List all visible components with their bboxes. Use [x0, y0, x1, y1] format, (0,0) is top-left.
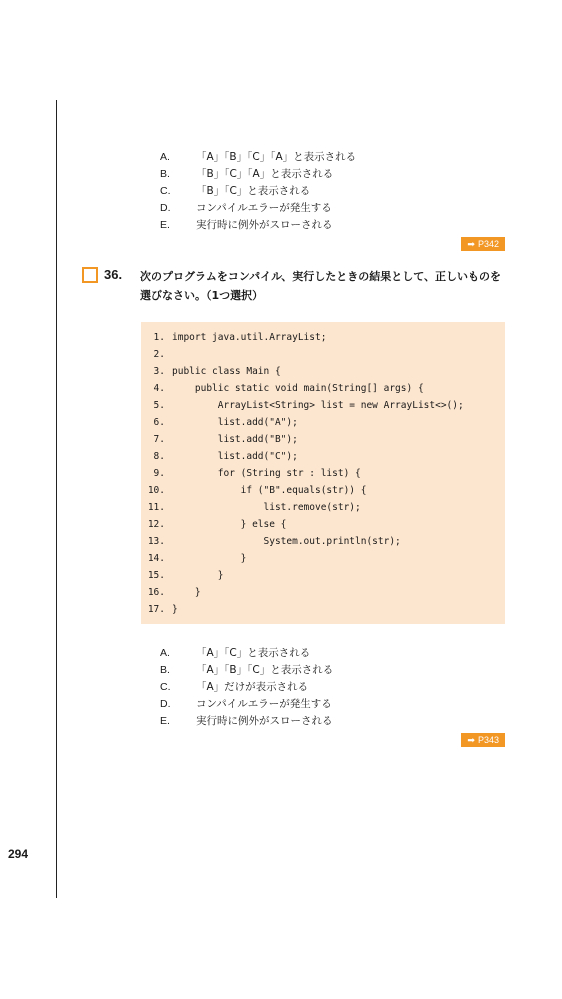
code-text: System.out.println(str); [172, 536, 401, 547]
code-text: list.remove(str); [172, 502, 361, 513]
right-arrow-icon: ➡ [467, 239, 475, 249]
line-number: 7. [153, 434, 165, 445]
line-number: 1. [153, 332, 165, 343]
line-number: 17. [147, 604, 165, 615]
code-block [141, 322, 505, 624]
choice-text: 「A」「C」と表示される [196, 647, 311, 659]
question-text: 次のプログラムをコンパイル、実行したときの結果として、正しいものを選びなさい。（1つ選択） [140, 270, 502, 302]
code-line [141, 346, 505, 363]
choice-text: 「A」だけが表示される [196, 681, 309, 693]
choice-e [160, 713, 333, 730]
ref-page: P342 [477, 239, 499, 249]
choice-text: コンパイルエラーが発生する [196, 202, 332, 214]
choice-b [160, 662, 333, 679]
choice-letter: D. [160, 698, 171, 710]
code-text: if ("B".equals(str)) { [172, 485, 367, 496]
margin-rule [56, 100, 57, 898]
line-number: 2. [153, 349, 165, 360]
code-line [141, 414, 505, 431]
line-number: 6. [153, 417, 165, 428]
question-number: 36. [104, 267, 123, 282]
choice-d [160, 200, 356, 217]
answer-ref-link[interactable] [461, 237, 505, 251]
line-number: 4. [153, 383, 165, 394]
code-text: } else { [172, 519, 287, 530]
code-line [141, 516, 505, 533]
code-line [141, 567, 505, 584]
line-number: 16. [147, 587, 165, 598]
line-number: 9. [153, 468, 165, 479]
line-number: 3. [153, 366, 165, 377]
right-arrow-icon: ➡ [467, 735, 475, 745]
code-line [141, 363, 505, 380]
choice-text: 「B」「C」「A」と表示される [196, 168, 334, 180]
code-line [141, 397, 505, 414]
code-line [141, 499, 505, 516]
code-line [141, 380, 505, 397]
code-text: list.add("C"); [172, 451, 298, 462]
choice-letter: E. [160, 219, 170, 231]
code-line [141, 482, 505, 499]
choice-letter: A. [160, 151, 170, 163]
choice-text: 実行時に例外がスローされる [196, 715, 333, 727]
prev-choices [160, 149, 356, 234]
code-line [141, 465, 505, 482]
choice-text: コンパイルエラーが発生する [196, 698, 332, 710]
code-text: ArrayList<String> list = new ArrayList<>(); [172, 400, 464, 411]
choice-letter: C. [160, 681, 171, 693]
choice-text: 実行時に例外がスローされる [196, 219, 333, 231]
code-line [141, 448, 505, 465]
line-number: 14. [147, 553, 165, 564]
choice-e [160, 217, 356, 234]
checkbox[interactable] [82, 267, 98, 283]
line-number: 15. [147, 570, 165, 581]
choice-letter: D. [160, 202, 171, 214]
line-number: 10. [147, 485, 165, 496]
ref-page: P343 [477, 735, 499, 745]
code-text: } [172, 553, 247, 564]
code-text: public static void main(String[] args) { [172, 383, 424, 394]
line-number: 11. [147, 502, 165, 513]
choice-text: 「A」「B」「C」「A」と表示される [196, 151, 357, 163]
page-number: 294 [8, 847, 29, 861]
choice-letter: A. [160, 647, 170, 659]
code-text: list.add("A"); [172, 417, 298, 428]
code-text: } [172, 604, 178, 615]
choice-a [160, 149, 356, 166]
line-number: 13. [147, 536, 165, 547]
line-number: 8. [153, 451, 165, 462]
choice-b [160, 166, 356, 183]
question-choices [160, 645, 333, 730]
line-number: 12. [147, 519, 165, 530]
choice-letter: B. [160, 168, 170, 180]
choice-c [160, 183, 356, 200]
code-line [141, 550, 505, 567]
code-text: } [172, 570, 224, 581]
code-line [141, 431, 505, 448]
choice-letter: B. [160, 664, 170, 676]
code-text: import java.util.ArrayList; [172, 332, 327, 343]
choice-letter: E. [160, 715, 170, 727]
choice-text: 「B」「C」と表示される [196, 185, 311, 197]
code-text: public class Main { [172, 366, 281, 377]
choice-a [160, 645, 333, 662]
choice-d [160, 696, 333, 713]
code-line [141, 329, 505, 346]
code-line [141, 584, 505, 601]
choice-letter: C. [160, 185, 171, 197]
choice-text: 「A」「B」「C」と表示される [196, 664, 334, 676]
code-line [141, 533, 505, 550]
line-number: 5. [153, 400, 165, 411]
code-text: for (String str : list) { [172, 468, 361, 479]
answer-ref-link[interactable] [461, 733, 505, 747]
code-line [141, 601, 505, 618]
choice-c [160, 679, 333, 696]
code-text: } [172, 587, 201, 598]
code-text: list.add("B"); [172, 434, 298, 445]
